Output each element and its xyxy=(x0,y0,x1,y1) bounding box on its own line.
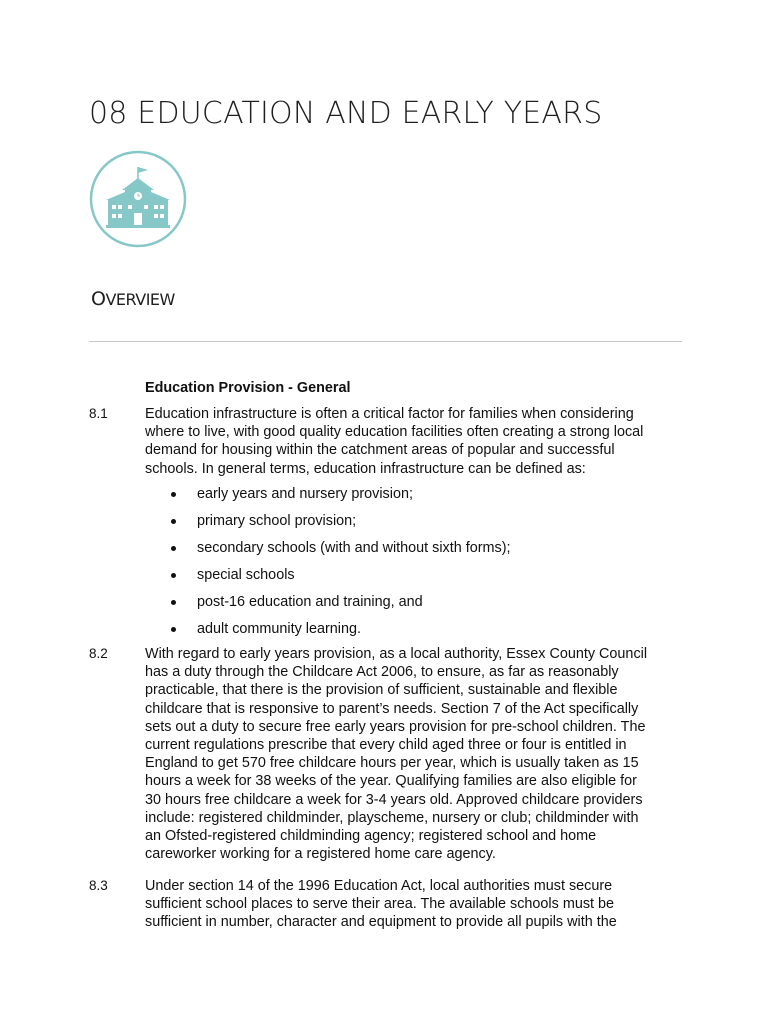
paragraph-line: an Ofsted-registered childminding agency; registered school and home xyxy=(145,828,597,845)
paragraph-line: sufficient school places to serve their area. The available schools must be xyxy=(145,896,615,913)
paragraph-line: sufficient in number, character and equipment to provide all pupils with the xyxy=(145,914,617,931)
paragraph-line: England to get 570 free childcare hours per year, which is usually taken as 15 xyxy=(145,755,639,772)
bullet-icon xyxy=(171,627,176,632)
paragraph-8-3 xyxy=(145,877,685,932)
paragraph-line: sets out a duty to secure free early years provision for pre-school children. The xyxy=(145,718,646,735)
bullet-icon xyxy=(171,492,176,497)
subsection-heading: Education Provision - General xyxy=(145,380,351,396)
paragraph-8-1 xyxy=(145,405,685,478)
list-item-text: special schools xyxy=(197,567,295,584)
paragraph-number: 8.1 xyxy=(89,406,108,421)
paragraph-line: careworker working for a registered home care agency. xyxy=(145,846,496,863)
paragraph-line: include: registered childminder, playscheme, nursery or club; childminder with xyxy=(145,809,639,826)
paragraph-line: hours a week for 38 weeks of the year. Qualifying families are also eligible for xyxy=(145,773,637,790)
section-heading-rest: VERVIEW xyxy=(105,290,175,309)
paragraph-line: where to live, with good quality education facilities often creating a strong local xyxy=(145,424,644,441)
paragraph-line: 30 hours free childcare a week for 3-4 years old. Approved childcare providers xyxy=(145,791,643,808)
paragraph-line: current regulations prescribe that every child aged three or four is entitled in xyxy=(145,737,627,754)
section-heading xyxy=(91,288,175,310)
paragraph-line: childcare that is responsive to parent’s needs. Section 7 of the Act specifically xyxy=(145,700,639,717)
bullet-icon xyxy=(171,573,176,578)
list-item-text: secondary schools (with and without sixth forms); xyxy=(197,540,511,557)
school-building-icon xyxy=(89,150,187,248)
paragraph-line: Under section 14 of the 1996 Education Act, local authorities must secure xyxy=(145,878,613,894)
section-divider xyxy=(89,341,682,342)
bullet-icon xyxy=(171,600,176,605)
paragraph-line: has a duty through the Childcare Act 2006, to ensure, as far as reasonably xyxy=(145,664,619,681)
paragraph-number: 8.2 xyxy=(89,646,108,661)
paragraph-number: 8.3 xyxy=(89,878,108,893)
bullet-icon xyxy=(171,546,176,551)
paragraph-line: demand for housing within the catchment areas of popular and successful xyxy=(145,442,615,459)
page-title: 08 EDUCATION AND EARLY YEARS xyxy=(89,96,603,131)
list-item-text: adult community learning. xyxy=(197,621,361,638)
list-item-text: post-16 education and training, and xyxy=(197,594,423,611)
paragraph-line: schools. In general terms, education infrastructure can be defined as: xyxy=(145,460,586,477)
paragraph-line: Education infrastructure is often a critical factor for families when considering xyxy=(145,406,634,422)
paragraph-line: With regard to early years provision, as a local authority, Essex County Council xyxy=(145,646,648,662)
list-item-text: early years and nursery provision; xyxy=(197,486,413,502)
paragraph-8-2 xyxy=(145,645,685,863)
list-item-text: primary school provision; xyxy=(197,513,357,530)
section-heading-initial: O xyxy=(91,288,106,310)
bullet-icon xyxy=(171,519,176,524)
paragraph-line: practicable, that there is the provision of sufficient, sustainable and flexible xyxy=(145,682,618,699)
